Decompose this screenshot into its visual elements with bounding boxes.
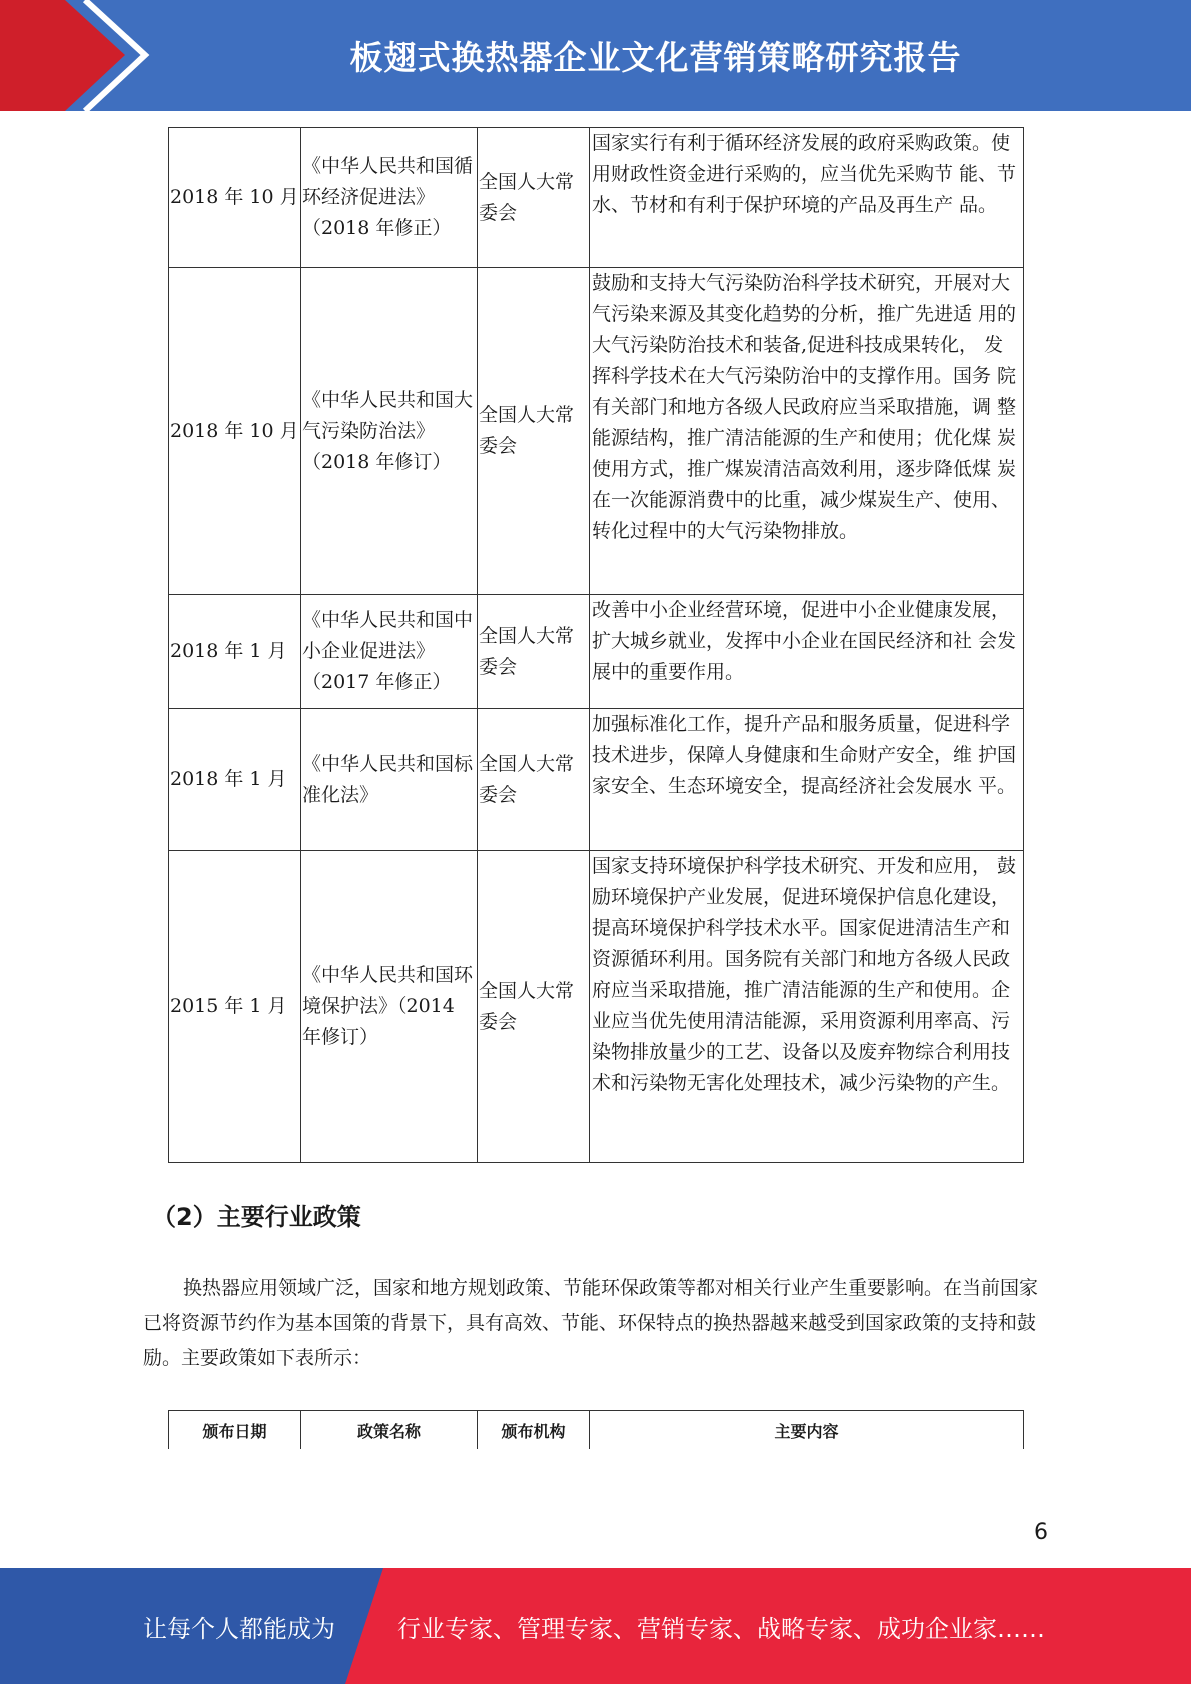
org-cell: 全国人大常委会 [478,851,590,1163]
footer-slogan-left: 让每个人都能成为 [143,1614,335,1643]
page-footer [0,1568,1191,1684]
org-cell: 全国人大常委会 [478,128,590,268]
date-cell: 2018 年 1 月 [169,595,301,709]
law-name-cell: 《中华人民共和国循环经济促进法》（2018 年修正） [301,128,478,268]
table-row [169,128,1024,268]
header-date: 颁布日期 [169,1411,301,1450]
laws-table [168,127,1024,1163]
org-cell: 全国人大常委会 [478,268,590,595]
law-name-cell: 《中华人民共和国环境保护法》（2014 年修订） [301,851,478,1163]
law-name-cell: 《中华人民共和国中小企业促进法》（2017 年修正） [301,595,478,709]
content-cell: 加强标准化工作，提升产品和服务质量，促进科学技术进步，保障人身健康和生命财产安全，维 护国家安全、生态环境安全，提高经济社会发展水 平。 [590,709,1024,851]
content-cell: 国家支持环境保护科学技术研究、开发和应用， 鼓励环境保护产业发展，促进环境保护信息化建设， 提高环境保护科学技术水平。国家促进清洁生产和 资源循环利用。国务院有关部门和地方各级人民政 府应当采取措施，推广清洁能源的生产和使用。企 业应当优先使用清洁能源，采用资源利用率高、污染物排放量少的工艺、设备以及废弃物综合利用技 术和污染物无害化处理技术，减少污染物的产生。 [590,851,1024,1163]
header-org: 颁布机构 [478,1411,590,1450]
date-cell: 2018 年 1 月 [169,709,301,851]
policy-table-header [168,1410,1024,1449]
table-row [169,851,1024,1163]
header-name: 政策名称 [301,1411,478,1450]
org-cell: 全国人大常委会 [478,709,590,851]
table-row [169,268,1024,595]
page-number: 6 [1034,1520,1048,1545]
law-name-cell: 《中华人民共和国大气污染防治法》（2018 年修订） [301,268,478,595]
table-row [169,595,1024,709]
law-name-cell: 《中华人民共和国标准化法》 [301,709,478,851]
date-cell: 2018 年 10 月 [169,268,301,595]
table-row [169,709,1024,851]
content-cell: 改善中小企业经营环境，促进中小企业健康发展，扩大城乡就业，发挥中小企业在国民经济和社 会发展中的重要作用。 [590,595,1024,709]
table-header-row [169,1411,1024,1450]
header-arrow-decoration [0,0,160,111]
report-title: 板翅式换热器企业文化营销策略研究报告 [349,38,962,77]
content-cell: 国家实行有利于循环经济发展的政府采购政策。使用财政性资金进行采购的，应当优先采购节 能、节水、节材和有利于保护环境的产品及再生产 品。 [590,128,1024,268]
org-cell: 全国人大常委会 [478,595,590,709]
page-header [0,0,1191,111]
content-cell: 鼓励和支持大气污染防治科学技术研究，开展对大气污染来源及其变化趋势的分析，推广先进适 用的大气污染防治技术和装备,促进科技成果转化， 发挥科学技术在大气污染防治中的支撑作用。国务 院有关部门和地方各级人民政府应当采取措施，调 整能源结构，推广清洁能源的生产和使用；优化煤 炭使用方式，推广煤炭清洁高效利用，逐步降低煤 炭在一次能源消费中的比重，减少煤炭生产、使用、 转化过程中的大气污染物排放。 [590,268,1024,595]
date-cell: 2015 年 1 月 [169,851,301,1163]
date-cell: 2018 年 10 月 [169,128,301,268]
section-paragraph: 换热器应用领域广泛，国家和地方规划政策、节能环保政策等都对相关行业产生重要影响。在当前国家已将资源节约作为基本国策的背景下，具有高效、节能、环保特点的换热器越来越受到国家政策的支持和鼓励。主要政策如下表所示： [143,1277,1039,1369]
section-heading: （2）主要行业政策 [152,1203,361,1231]
header-content: 主要内容 [590,1411,1024,1450]
footer-slogan-right: 行业专家、管理专家、营销专家、战略专家、成功企业家…… [397,1614,1045,1643]
